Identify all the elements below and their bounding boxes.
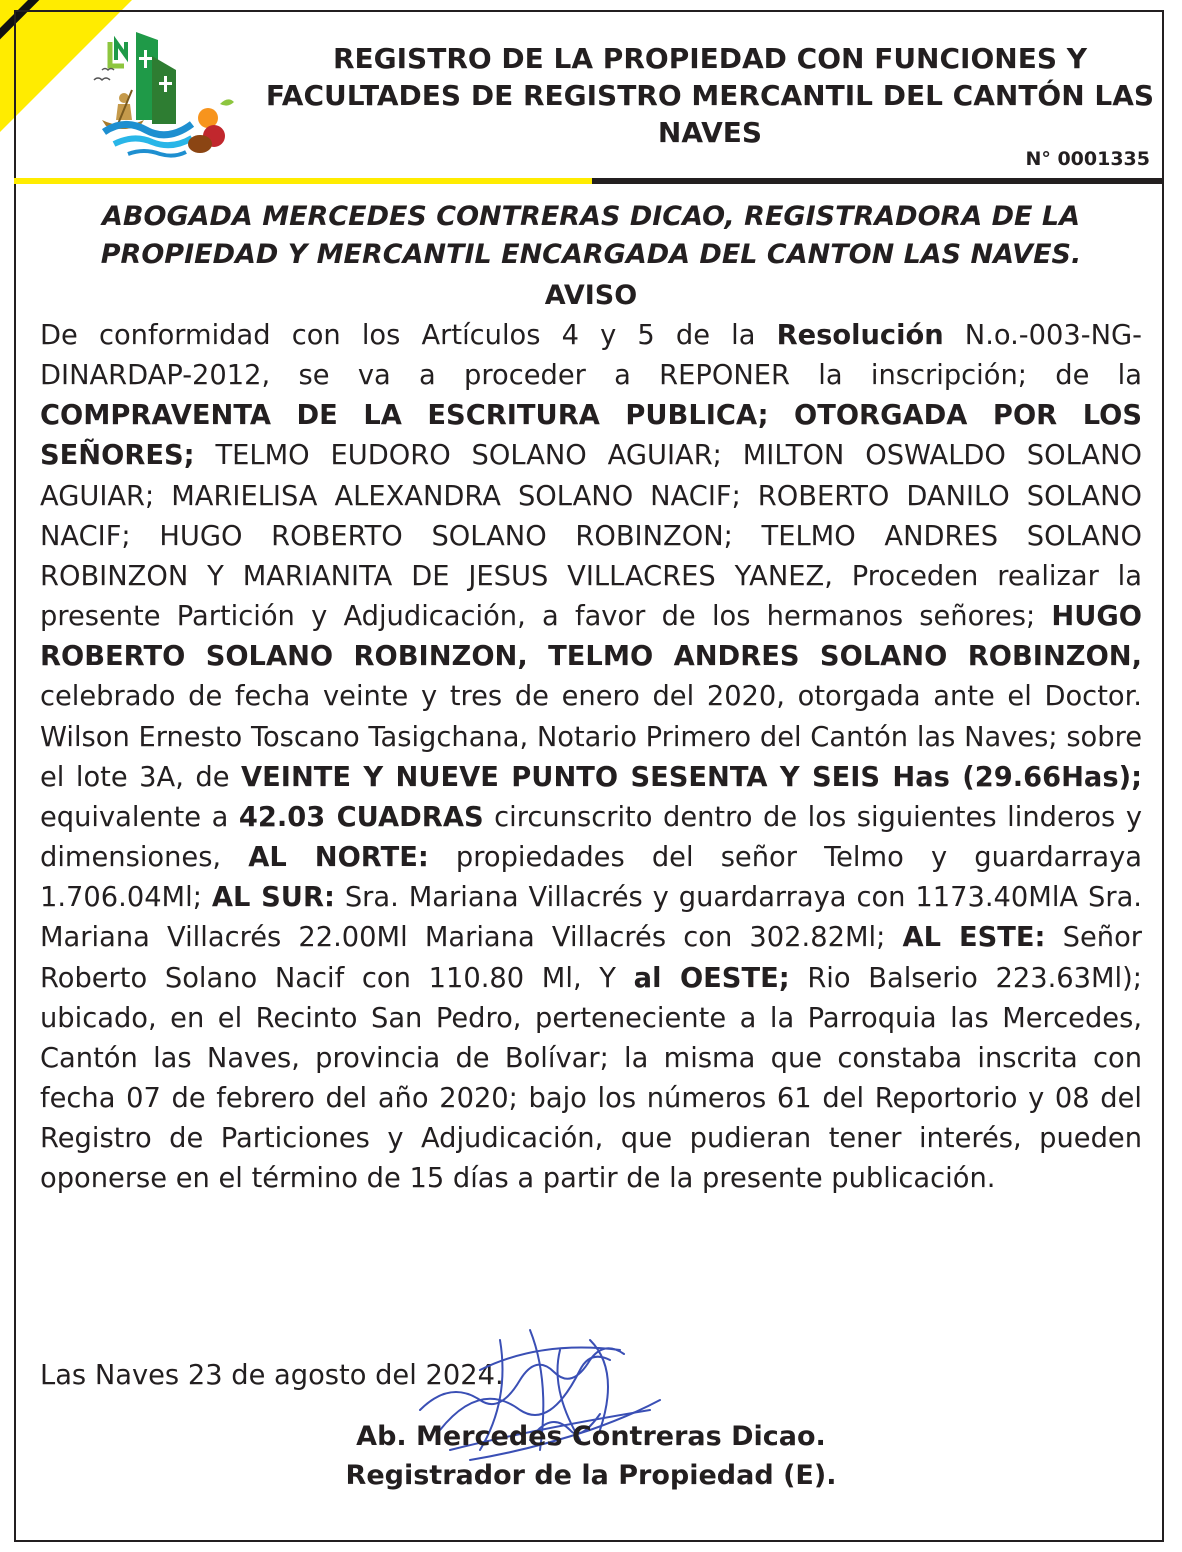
- body-bold: AL ESTE:: [902, 922, 1046, 954]
- body-text: Sra. Mariana Villacrés y guardarraya con 1173.40MlA Sra. Mariana Villacrés 22.00Ml Mariana Villacrés con 302.82Ml;: [40, 882, 1142, 954]
- header-rule-black: [592, 178, 1164, 184]
- body-text: Señor Roberto Solano Nacif con 110.80 Ml, Y: [40, 922, 1142, 994]
- body-text: circunscrito dentro de los siguientes linderos y dimensiones,: [40, 801, 1142, 874]
- body-bold: 42.03 CUADRAS: [238, 801, 484, 833]
- body-text: N.o.-003-NG- DINARDAP-2012, se va a proceder a REPONER la inscripción; de la: [40, 320, 1142, 392]
- body-text: De conformidad con los Artículos 4 y 5 de la: [40, 320, 777, 351]
- notice-body: [40, 316, 1142, 1199]
- body-bold: AL NORTE:: [248, 842, 429, 874]
- dateline: Las Naves 23 de agosto del 2024.: [40, 1360, 504, 1391]
- body-bold: COMPRAVENTA DE LA ESCRITURA PUBLICA; OTORGADA POR LOS SEÑORES;: [40, 400, 1142, 472]
- signatory-role: Registrador de la Propiedad (E).: [345, 1460, 837, 1491]
- body-text: propiedades del señor Telmo y guardarraya 1.706.04Ml;: [40, 842, 1142, 914]
- body-bold: al OESTE;: [633, 962, 790, 994]
- body-bold: Resolución: [776, 320, 944, 351]
- body-text: equivalente a: [40, 801, 239, 833]
- body-bold: HUGO ROBERTO SOLANO ROBINZON, TELMO ANDRES SOLANO ROBINZON,: [40, 601, 1142, 673]
- header-rule-yellow: [14, 178, 592, 184]
- registrar-heading: ABOGADA MERCEDES CONTRERAS DICAO, REGISTRADORA DE LA PROPIEDAD Y MERCANTIL ENCARGADA DEL CANTON LAS NAVES.: [100, 201, 1082, 270]
- body-bold: AL SUR:: [211, 882, 335, 914]
- notice-title: AVISO: [544, 280, 638, 311]
- body-text: Rio Balserio 223.63Ml); ubicado, en el Recinto San Pedro, perteneciente a la Parroquia las Mercedes, Cantón las Naves, provincia de Bolívar; la misma que constaba inscrita con fecha 07 de febrero del año 2020; bajo los números 61 del Reportorio y 08 del Registro de Particiones y Adjudicación, que pudieran tener interés, pueden oponerse en el término de 15 días a partir de la presente publicación.: [40, 962, 1142, 1195]
- institution-logo-icon: [80, 20, 240, 180]
- registry-title: REGISTRO DE LA PROPIEDAD CON FUNCIONES Y FACULTADES DE REGISTRO MERCANTIL DEL CANTÓN LAS NAVES: [265, 42, 1155, 149]
- signatory-name: Ab. Mercedes Contreras Dicao.: [356, 1421, 826, 1452]
- body-bold: VEINTE Y NUEVE PUNTO SESENTA Y SEIS Has (29.66Has);: [241, 761, 1142, 793]
- body-text: TELMO EUDORO SOLANO AGUIAR; MILTON OSWALDO SOLANO AGUIAR; MARIELISA ALEXANDRA SOLANO NACIF; ROBERTO DANILO SOLANO NACIF; HUGO ROBERTO SOLANO ROBINZON; TELMO ANDRES SOLANO ROBINZON Y MARIANITA DE JESUS VILLACRES YANEZ, Proceden realizar la presente Partición y Adjudicación, a favor de los hermanos señores;: [40, 440, 1142, 633]
- notice-number: N° 0001335: [1025, 148, 1150, 170]
- body-text: celebrado de fecha veinte y tres de enero del 2020, otorgada ante el Doctor. Wilson Ernesto Toscano Tasigchana, Notario Primero del Cantón las Naves; sobre el lote 3A, de: [40, 681, 1142, 793]
